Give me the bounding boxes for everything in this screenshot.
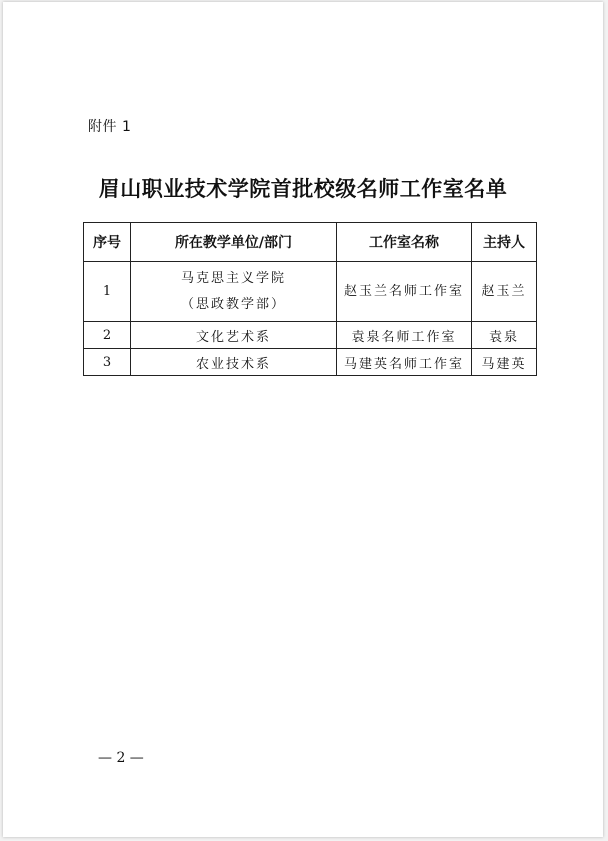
department-line: 马克思主义学院 [180, 270, 286, 286]
studio-list-table [83, 222, 537, 376]
row-serial: 3 [84, 349, 131, 376]
table-row [84, 322, 537, 349]
row-host: 袁泉 [472, 322, 537, 349]
header-serial: 序号 [84, 223, 131, 262]
document-page [3, 2, 603, 837]
row-host: 赵玉兰 [472, 262, 537, 322]
table-header-row [84, 223, 537, 262]
table-row [84, 349, 537, 376]
page-number: — 2 — [98, 750, 144, 766]
row-studio-name: 马建英名师工作室 [337, 349, 472, 376]
department-subline: （思政教学部） [180, 296, 286, 312]
header-department: 所在教学单位/部门 [131, 223, 337, 262]
attachment-label: 附件 1 [88, 119, 132, 135]
header-studio-name: 工作室名称 [337, 223, 472, 262]
page-title: 眉山职业技术学院首批校级名师工作室名单 [98, 176, 508, 201]
row-studio-name: 赵玉兰名师工作室 [337, 262, 472, 322]
row-host: 马建英 [472, 349, 537, 376]
header-host: 主持人 [472, 223, 537, 262]
table-row [84, 262, 537, 322]
row-serial: 1 [84, 262, 131, 322]
row-department: 文化艺术系 [131, 322, 337, 349]
row-studio-name: 袁泉名师工作室 [337, 322, 472, 349]
row-serial: 2 [84, 322, 131, 349]
row-department [131, 262, 337, 322]
row-department: 农业技术系 [131, 349, 337, 376]
